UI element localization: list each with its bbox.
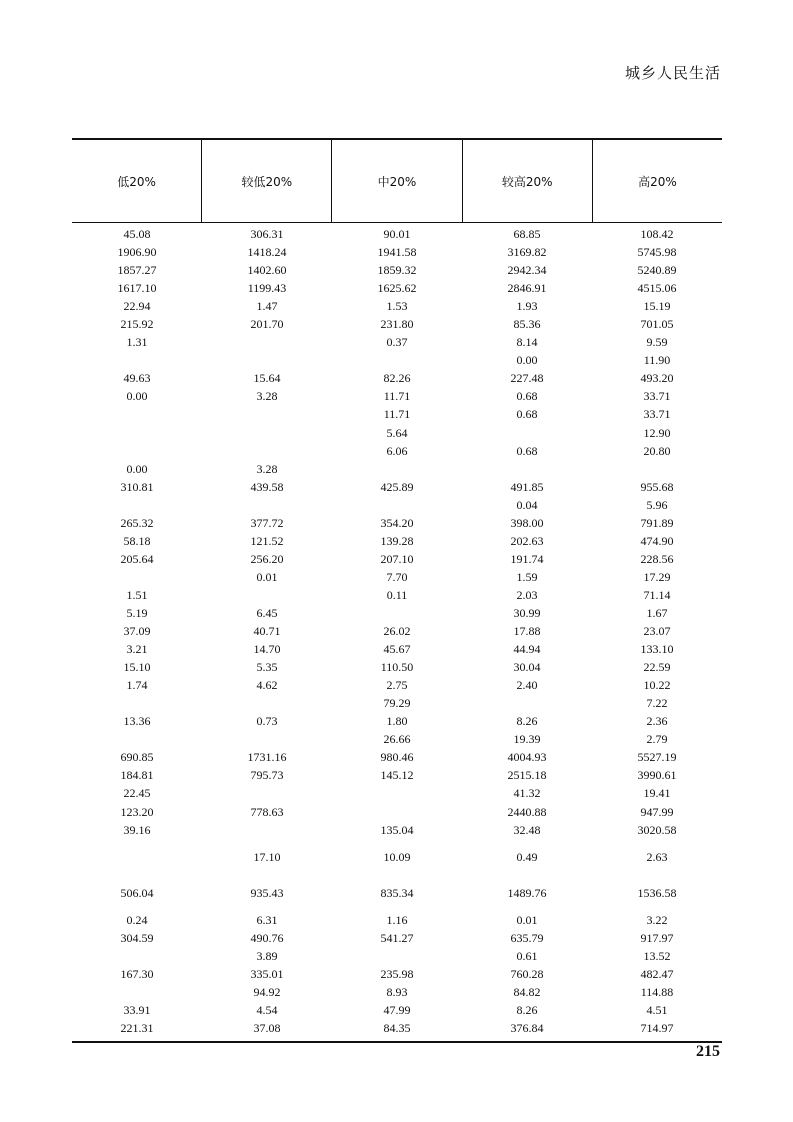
table-cell: 8.93 bbox=[386, 984, 408, 999]
table-cell: 376.84 bbox=[510, 1021, 544, 1036]
table-cell: 506.04 bbox=[120, 885, 154, 900]
table-cell: 1941.58 bbox=[377, 245, 417, 260]
table-cell: 2.40 bbox=[516, 678, 538, 693]
table-row bbox=[72, 604, 722, 622]
table-cell: 1402.60 bbox=[247, 263, 287, 278]
table-cell: 14.70 bbox=[253, 642, 281, 657]
table-cell: 490.76 bbox=[250, 930, 284, 945]
table-cell: 33.71 bbox=[643, 389, 671, 404]
table-cell: 5.35 bbox=[256, 660, 278, 675]
table-cell: 2.63 bbox=[646, 849, 668, 864]
table-row bbox=[72, 676, 722, 694]
table-cell: 917.97 bbox=[640, 930, 674, 945]
table-row bbox=[72, 243, 722, 261]
table-row bbox=[72, 405, 722, 423]
table-cell: 1199.43 bbox=[247, 281, 287, 296]
table-cell: 0.68 bbox=[516, 443, 538, 458]
table-cell: 10.09 bbox=[383, 849, 411, 864]
table-cell: 1489.76 bbox=[507, 885, 547, 900]
table-cell: 0.24 bbox=[126, 912, 148, 927]
table-row bbox=[72, 351, 722, 369]
table-cell: 491.85 bbox=[510, 479, 544, 494]
table-cell: 17.29 bbox=[643, 569, 671, 584]
table-row bbox=[72, 261, 722, 279]
table-cell: 1.93 bbox=[516, 299, 538, 314]
table-body bbox=[72, 223, 722, 1041]
table-row bbox=[72, 694, 722, 712]
table-cell: 215.92 bbox=[120, 317, 154, 332]
table-row bbox=[72, 532, 722, 550]
table-cell: 139.28 bbox=[380, 533, 414, 548]
table-cell: 201.70 bbox=[250, 317, 284, 332]
table-cell: 0.37 bbox=[386, 335, 408, 350]
table-cell: 7.70 bbox=[386, 569, 408, 584]
table-cell: 1617.10 bbox=[117, 281, 157, 296]
table-cell: 32.48 bbox=[513, 822, 541, 837]
table-cell: 1.53 bbox=[386, 299, 408, 314]
table-cell: 3.28 bbox=[256, 461, 278, 476]
table-cell: 0.01 bbox=[516, 912, 538, 927]
table-row bbox=[72, 333, 722, 351]
table-cell: 114.88 bbox=[640, 984, 674, 999]
table-row bbox=[72, 821, 722, 839]
table-cell: 310.81 bbox=[120, 479, 154, 494]
table-cell: 4.62 bbox=[256, 678, 278, 693]
table-cell: 71.14 bbox=[643, 587, 671, 602]
table-row bbox=[72, 640, 722, 658]
table-cell: 45.67 bbox=[383, 642, 411, 657]
table-cell: 235.98 bbox=[380, 966, 414, 981]
table-cell: 1536.58 bbox=[637, 885, 677, 900]
table-cell: 482.47 bbox=[640, 966, 674, 981]
table-cell: 1859.32 bbox=[377, 263, 417, 278]
table-row bbox=[72, 875, 722, 911]
table-cell: 5240.89 bbox=[637, 263, 677, 278]
table-row bbox=[72, 478, 722, 496]
table-row bbox=[72, 929, 722, 947]
table-cell: 33.91 bbox=[123, 1003, 151, 1018]
table-cell: 425.89 bbox=[380, 479, 414, 494]
table-cell: 835.34 bbox=[380, 885, 414, 900]
table-cell: 1.16 bbox=[386, 912, 408, 927]
table-row bbox=[72, 730, 722, 748]
table-cell: 22.59 bbox=[643, 660, 671, 675]
table-cell: 474.90 bbox=[640, 533, 674, 548]
table-cell: 701.05 bbox=[640, 317, 674, 332]
table-cell: 202.63 bbox=[510, 533, 544, 548]
table-cell: 13.36 bbox=[123, 714, 151, 729]
table-cell: 121.52 bbox=[250, 533, 284, 548]
table-cell: 690.85 bbox=[120, 750, 154, 765]
table-cell: 791.89 bbox=[640, 515, 674, 530]
table-row bbox=[72, 442, 722, 460]
table-cell: 207.10 bbox=[380, 551, 414, 566]
table-cell: 22.45 bbox=[123, 786, 151, 801]
table-header-row bbox=[72, 140, 722, 223]
table-row bbox=[72, 983, 722, 1001]
table-cell: 2.36 bbox=[646, 714, 668, 729]
table-cell: 0.04 bbox=[516, 497, 538, 512]
table-cell: 221.31 bbox=[120, 1021, 154, 1036]
table-row bbox=[72, 550, 722, 568]
table-cell: 377.72 bbox=[250, 515, 284, 530]
table-cell: 5527.19 bbox=[637, 750, 677, 765]
data-table bbox=[72, 138, 722, 1043]
table-cell: 3020.58 bbox=[637, 822, 677, 837]
table-cell: 110.50 bbox=[380, 660, 414, 675]
table-cell: 94.92 bbox=[253, 984, 281, 999]
table-cell: 26.02 bbox=[383, 624, 411, 639]
table-cell: 778.63 bbox=[250, 804, 284, 819]
table-cell: 167.30 bbox=[120, 966, 154, 981]
table-row bbox=[72, 784, 722, 802]
table-cell: 256.20 bbox=[250, 551, 284, 566]
table-cell: 19.41 bbox=[643, 786, 671, 801]
table-cell: 354.20 bbox=[380, 515, 414, 530]
table-cell: 1.74 bbox=[126, 678, 148, 693]
table-cell: 26.66 bbox=[383, 732, 411, 747]
table-row bbox=[72, 712, 722, 730]
column-header-middle: 中20% bbox=[332, 140, 462, 222]
table-cell: 10.22 bbox=[643, 678, 671, 693]
table-cell: 795.73 bbox=[250, 768, 284, 783]
table-cell: 5.64 bbox=[386, 425, 408, 440]
table-cell: 37.09 bbox=[123, 624, 151, 639]
table-row bbox=[72, 225, 722, 243]
table-cell: 3.22 bbox=[646, 912, 668, 927]
table-cell: 935.43 bbox=[250, 885, 284, 900]
table-cell: 39.16 bbox=[123, 822, 151, 837]
table-cell: 955.68 bbox=[640, 479, 674, 494]
table-row bbox=[72, 568, 722, 586]
table-cell: 68.85 bbox=[513, 227, 541, 242]
table-cell: 304.59 bbox=[120, 930, 154, 945]
table-cell: 8.26 bbox=[516, 1003, 538, 1018]
table-cell: 714.97 bbox=[640, 1021, 674, 1036]
table-row bbox=[72, 1019, 722, 1037]
table-cell: 58.18 bbox=[123, 533, 151, 548]
table-cell: 11.71 bbox=[383, 389, 411, 404]
table-cell: 6.45 bbox=[256, 606, 278, 620]
table-cell: 15.19 bbox=[643, 299, 671, 314]
table-cell: 980.46 bbox=[380, 750, 414, 765]
table-cell: 4.54 bbox=[256, 1003, 278, 1018]
table-cell: 4.51 bbox=[646, 1003, 668, 1018]
table-row bbox=[72, 766, 722, 784]
table-row bbox=[72, 424, 722, 442]
table-cell: 8.14 bbox=[516, 335, 538, 350]
table-cell: 635.79 bbox=[510, 930, 544, 945]
table-cell: 108.42 bbox=[640, 227, 674, 242]
running-header: 城乡人民生活 bbox=[624, 64, 721, 82]
table-cell: 44.94 bbox=[513, 642, 541, 657]
table-row bbox=[72, 460, 722, 478]
table-cell: 398.00 bbox=[510, 515, 544, 530]
table-cell: 1906.90 bbox=[117, 245, 157, 260]
table-row bbox=[72, 947, 722, 965]
table-cell: 123.20 bbox=[120, 804, 154, 819]
table-cell: 47.99 bbox=[383, 1003, 411, 1018]
table-cell: 3990.61 bbox=[637, 768, 677, 783]
table-cell: 12.90 bbox=[643, 425, 671, 440]
table-cell: 2440.88 bbox=[507, 804, 547, 819]
column-header-high: 高20% bbox=[638, 174, 677, 189]
table-cell: 0.49 bbox=[516, 849, 538, 864]
table-cell: 1.47 bbox=[256, 299, 278, 314]
table-cell: 15.64 bbox=[253, 371, 281, 386]
table-cell: 5.96 bbox=[646, 497, 668, 512]
table-cell: 19.39 bbox=[513, 732, 541, 747]
table-row bbox=[72, 622, 722, 640]
table-cell: 0.61 bbox=[516, 948, 538, 963]
table-cell: 6.06 bbox=[386, 443, 408, 458]
table-cell: 1.67 bbox=[646, 606, 668, 620]
table-cell: 84.82 bbox=[513, 984, 541, 999]
table-cell: 0.68 bbox=[516, 389, 538, 404]
table-cell: 227.48 bbox=[510, 371, 544, 386]
table-cell: 1731.16 bbox=[247, 750, 287, 765]
table-cell: 4515.06 bbox=[637, 281, 677, 296]
table-cell: 2.75 bbox=[386, 678, 408, 693]
table-cell: 228.56 bbox=[640, 551, 674, 566]
table-row bbox=[72, 658, 722, 676]
table-cell: 85.36 bbox=[513, 317, 541, 332]
table-cell: 760.28 bbox=[510, 966, 544, 981]
column-header-lower-middle: 较低20% bbox=[202, 140, 332, 222]
table-bottom-rule bbox=[72, 1041, 722, 1043]
table-cell: 30.04 bbox=[513, 660, 541, 675]
table-row bbox=[72, 279, 722, 297]
table-cell: 135.04 bbox=[380, 822, 414, 837]
table-cell: 15.10 bbox=[123, 660, 151, 675]
table-cell: 133.10 bbox=[640, 642, 674, 657]
table-cell: 1.59 bbox=[516, 569, 538, 584]
table-cell: 13.52 bbox=[643, 948, 671, 963]
table-cell: 3.28 bbox=[256, 389, 278, 404]
table-row bbox=[72, 514, 722, 532]
table-cell: 1418.24 bbox=[247, 245, 287, 260]
table-cell: 17.10 bbox=[253, 849, 281, 864]
table-cell: 45.08 bbox=[123, 227, 151, 242]
table-cell: 1.31 bbox=[126, 335, 148, 350]
table-cell: 79.29 bbox=[383, 696, 411, 711]
table-cell: 37.08 bbox=[253, 1021, 281, 1036]
table-cell: 3.21 bbox=[126, 642, 148, 657]
table-cell: 11.71 bbox=[383, 407, 411, 422]
table-cell: 205.64 bbox=[120, 551, 154, 566]
table-cell: 33.71 bbox=[643, 407, 671, 422]
table-cell: 947.99 bbox=[640, 804, 674, 819]
page-number: 215 bbox=[696, 1043, 720, 1060]
table-cell: 541.27 bbox=[380, 930, 414, 945]
table-cell: 20.80 bbox=[643, 443, 671, 458]
table-cell: 90.01 bbox=[383, 227, 411, 242]
table-cell: 184.81 bbox=[120, 768, 154, 783]
table-cell: 231.80 bbox=[380, 317, 414, 332]
table-row bbox=[72, 369, 722, 387]
table-cell: 306.31 bbox=[250, 227, 284, 242]
table-cell: 0.01 bbox=[256, 569, 278, 584]
table-cell: 0.11 bbox=[386, 587, 408, 602]
table-row bbox=[72, 839, 722, 875]
table-cell: 2846.91 bbox=[507, 281, 547, 296]
table-cell: 3.89 bbox=[256, 948, 278, 963]
table-cell: 23.07 bbox=[643, 624, 671, 639]
table-cell: 11.90 bbox=[643, 353, 671, 368]
table-cell: 2.79 bbox=[646, 732, 668, 747]
table-cell: 493.20 bbox=[640, 371, 674, 386]
table-cell: 5745.98 bbox=[637, 245, 677, 260]
table-cell: 4004.93 bbox=[507, 750, 547, 765]
table-cell: 1.80 bbox=[386, 714, 408, 729]
table-cell: 30.99 bbox=[513, 606, 541, 620]
column-header-low: 低20% bbox=[72, 140, 202, 222]
table-cell: 1625.62 bbox=[377, 281, 417, 296]
table-row bbox=[72, 965, 722, 983]
table-cell: 1857.27 bbox=[117, 263, 157, 278]
table-cell: 1.51 bbox=[126, 587, 148, 602]
table-cell: 145.12 bbox=[380, 768, 414, 783]
table-cell: 2515.18 bbox=[507, 768, 547, 783]
table-cell: 0.73 bbox=[256, 714, 278, 729]
table-cell: 6.31 bbox=[256, 912, 278, 927]
table-row bbox=[72, 1001, 722, 1019]
table-cell: 17.88 bbox=[513, 624, 541, 639]
table-row bbox=[72, 496, 722, 514]
table-cell: 3169.82 bbox=[507, 245, 547, 260]
table-cell: 5.19 bbox=[126, 606, 148, 620]
table-cell: 40.71 bbox=[253, 624, 281, 639]
table-row bbox=[72, 803, 722, 821]
table-cell: 2942.34 bbox=[507, 263, 547, 278]
table-row bbox=[72, 387, 722, 405]
table-cell: 41.32 bbox=[513, 786, 541, 801]
table-cell: 49.63 bbox=[123, 371, 151, 386]
table-row bbox=[72, 315, 722, 333]
table-cell: 439.58 bbox=[250, 479, 284, 494]
table-cell: 9.59 bbox=[646, 335, 668, 350]
table-cell: 335.01 bbox=[250, 966, 284, 981]
table-cell: 0.00 bbox=[126, 461, 148, 476]
table-cell: 0.00 bbox=[516, 353, 538, 368]
table-row bbox=[72, 911, 722, 929]
table-cell: 2.03 bbox=[516, 587, 538, 602]
table-cell: 82.26 bbox=[383, 371, 411, 386]
table-cell: 191.74 bbox=[510, 551, 544, 566]
column-header-upper-middle: 较高20% bbox=[463, 140, 593, 222]
table-cell: 22.94 bbox=[123, 299, 151, 314]
table-cell: 84.35 bbox=[383, 1021, 411, 1036]
table-cell: 7.22 bbox=[646, 696, 668, 711]
table-cell: 265.32 bbox=[120, 515, 154, 530]
table-cell: 0.00 bbox=[126, 389, 148, 404]
table-cell: 0.68 bbox=[516, 407, 538, 422]
table-row bbox=[72, 748, 722, 766]
table-row bbox=[72, 586, 722, 604]
table-row bbox=[72, 297, 722, 315]
table-cell: 8.26 bbox=[516, 714, 538, 729]
